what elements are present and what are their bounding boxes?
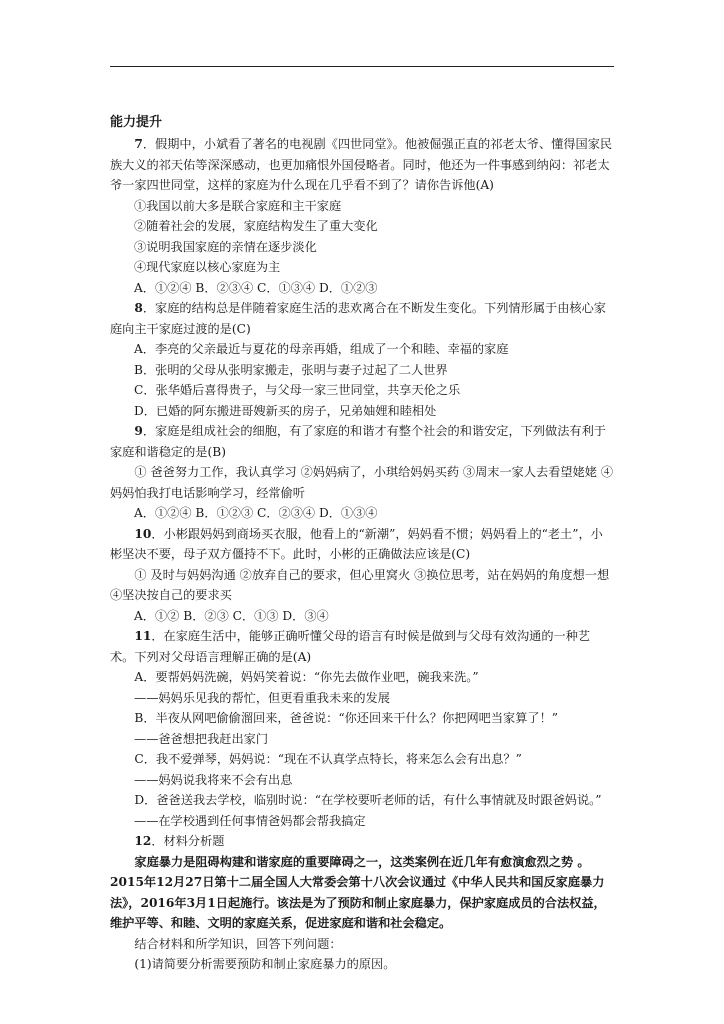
question-7-item: ①我国以前大多是联合家庭和主干家庭 — [134, 198, 342, 213]
question-7-stem: 7．假期中，小斌看了著名的电视剧《四世同堂》。他被倔强正直的祁老太爷、懂得国家民族大义的祁天佑等深深感动，也更加痛恨外国侵略者。同时，他还为一件事感到纳闷：祁老太爷一家四世同堂，这样的家庭为什么现在几乎看不到了？请你告诉他(A) — [110, 137, 613, 192]
question-11-option-d: D．爸爸送我去学校，临别时说：“在学校要听老师的话，有什么事情就及时跟爸妈说。” — [134, 793, 602, 807]
question-11-option-b: B．半夜从网吧偷偷溜回来，爸爸说：“你还回来干什么？你把网吧当家算了！” — [134, 711, 558, 725]
question-number: 8 — [134, 301, 143, 315]
question-12-material: 家庭暴力是阻碍构建和谐家庭的重要障碍之一，这类案例在近几年有愈演愈烈之势 。2015年12月27日第十二届全国人大常委会第十八次会议通过《中华人民共和国反家庭暴力法》，2016年3月1日起施行。该法是为了预防和制止家庭暴力，保护家庭成员的合法权益，维护平等、和睦、文明的家庭关系，促进家庭和谐和社会稳定。 — [110, 854, 606, 930]
question-11-option-c: C．我不爱弹琴，妈妈说：“现在不认真学点特长，将来怎么会有出息？” — [134, 752, 522, 766]
question-9-stem: 9．家庭是组成社会的细胞，有了家庭的和谐才有整个社会的和谐安定，下列做法有利于家庭和谐稳定的是(B) — [110, 424, 606, 459]
question-10-stem: 10．小彬跟妈妈到商场买衣服，他看上的“新潮”，妈妈看不惯；妈妈看上的“老土”，小彬坚决不要，母子双方僵持不下。此时，小彬的正确做法应该是(C) — [110, 526, 603, 561]
question-8-option: C．张华婚后喜得贵子，与父母一家三世同堂，共享天伦之乐 — [134, 383, 461, 397]
question-8-option: A．李亮的父亲最近与夏花的母亲再婚，组成了一个和睦、幸福的家庭 — [134, 342, 509, 356]
question-11-note-a: ——妈妈乐见我的帮忙，但更看重我未来的发展 — [134, 690, 390, 705]
question-9-items: ① 爸爸努力工作，我认真学习 ②妈妈病了，小琪给妈妈买药 ③周末一家人去看望姥姥 ④妈妈怕我打电话影响学习，经常偷听 — [110, 465, 614, 500]
question-number: 9 — [134, 424, 143, 438]
question-8-option: B．张明的父母从张明家搬走，张明与妻子过起了二人世界 — [134, 362, 448, 377]
question-9-choices: A．①②④ B．①②③ C．②③④ D．①③④ — [134, 506, 378, 520]
question-7-item: ④现代家庭以核心家庭为主 — [134, 260, 281, 274]
question-number: 7 — [134, 137, 143, 151]
question-12-title: 12．材料分析题 — [134, 834, 225, 848]
question-number: 11 — [134, 629, 152, 643]
question-8-stem: 8．家庭的结构总是伴随着家庭生活的悲欢离合在不断发生变化。下列情形属于由核心家庭向主干家庭过渡的是(C) — [110, 301, 606, 336]
section-title: 能力提升 — [110, 115, 163, 130]
question-10-choices: A．①② B．②③ C．①③ D．③④ — [134, 608, 329, 623]
question-11-stem: 11．在家庭生活中，能够正确听懂父母的语言有时候是做到与父母有效沟通的一种艺术。下列对父母语言理解正确的是(A) — [110, 629, 591, 664]
question-11-note-b: ——爸爸想把我赶出家门 — [134, 731, 269, 746]
question-number: 10 — [134, 526, 152, 541]
question-11-note-c: ——妈妈说我将来不会有出息 — [134, 772, 293, 787]
question-7-item: ②随着社会的发展，家庭结构发生了重大变化 — [134, 219, 378, 233]
question-12-sub-1: (1)请简要分析需要预防和制止家庭暴力的原因。 — [134, 957, 396, 971]
question-10-items: ① 及时与妈妈沟通 ②放弃自己的要求，但心里窝火 ③换位思考，站在妈妈的角度想一想 ④坚决按自己的要求买 — [110, 567, 610, 602]
question-11-note-d: ——在学校遇到任何事情爸妈都会帮我搞定 — [134, 813, 366, 828]
question-7-item: ③说明我国家庭的亲情在逐步淡化 — [134, 239, 317, 254]
question-number: 12 — [134, 834, 152, 848]
document-body — [110, 112, 614, 975]
header-rule — [110, 66, 614, 67]
question-7-choices: A．①②④ B．②③④ C．①③④ D．①②③ — [134, 280, 378, 295]
question-12-prompt: 结合材料和所学知识，回答下列问题： — [134, 936, 342, 951]
question-11-option-a: A．要帮妈妈洗碗，妈妈笑着说：“你先去做作业吧，碗我来洗。” — [134, 670, 479, 684]
question-8-option: D．已婚的阿东搬进哥嫂新买的房子，兄弟妯娌和睦相处 — [134, 403, 437, 418]
